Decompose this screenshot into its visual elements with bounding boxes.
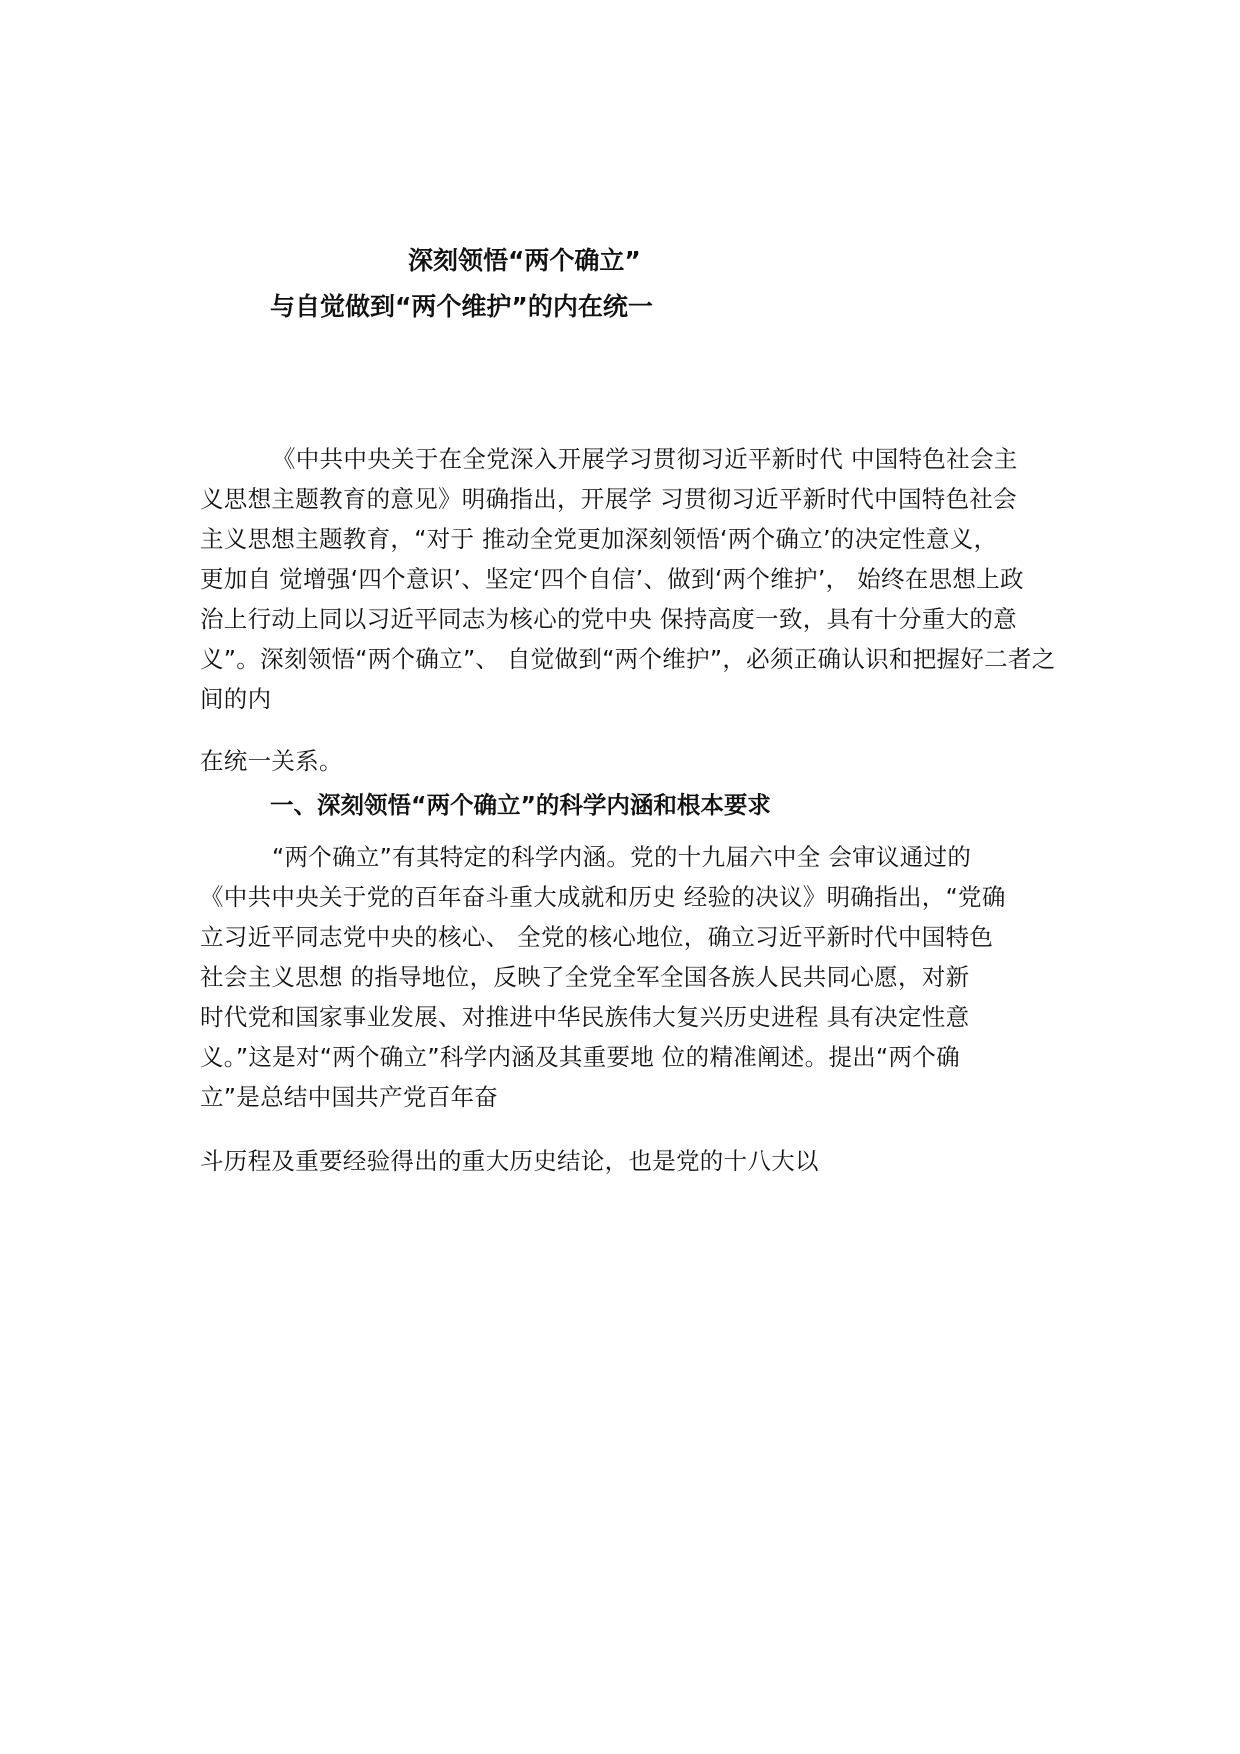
paragraph-4: 斗历程及重要经验得出的重大历史结论，也是党的十八大以 <box>200 1147 819 1175</box>
paragraph-2: 在统一关系。 <box>200 747 343 775</box>
paragraph-1-line-2: 义思想主题教育的意见》明确指出，开展学 习贯彻习近平新时代中国特色社会 <box>200 485 1017 513</box>
paragraph-3-line-4: 社会主义思想 的指导地位，反映了全党全军全国各族人民共同心愿，对新 <box>200 963 970 991</box>
paragraph-3-line-1: “两个确立”有其特定的科学内涵。党的十九届六中全 会审议通过的 <box>272 843 972 871</box>
paragraph-1-line-7: 间的内 <box>200 685 272 713</box>
document-title-line-2: 与自觉做到“两个维护”的内在统一 <box>270 292 653 321</box>
paragraph-3-line-6: 义。”这是对“两个确立”科学内涵及其重要地 位的精准阐述。提出“两个确 <box>200 1043 960 1071</box>
paragraph-1-line-3: 主义思想主题教育，“对于 推动全党更加深刻领悟‘两个确立’的决定性意义， <box>200 525 998 553</box>
paragraph-1-line-5: 治上行动上同以习近平同志为核心的党中央 保持高度一致，具有十分重大的意 <box>200 605 1017 633</box>
paragraph-1-line-4: 更加自 觉增强‘四个意识’、坚定‘四个自信’、做到‘两个维护’， 始终在思想上政 <box>200 565 1024 593</box>
document-title-line-1: 深刻领悟“两个确立” <box>408 246 641 275</box>
paragraph-3-line-3: 立习近平同志党中央的核心、 全党的核心地位，确立习近平新时代中国特色 <box>200 923 994 951</box>
paragraph-3-line-2: 《中共中央关于党的百年奋斗重大成就和历史 经验的决议》明确指出，“党确 <box>200 883 1006 911</box>
paragraph-3-line-7: 立”是总结中国共产党百年奋 <box>200 1083 499 1111</box>
paragraph-3-line-5: 时代党和国家事业发展、对推进中华民族伟大复兴历史进程 具有决定性意 <box>200 1003 970 1031</box>
paragraph-1-line-1: 《中共中央关于在全党深入开展学习贯彻习近平新时代 中国特色社会主 <box>272 445 1018 473</box>
section-heading-1: 一、深刻领悟“两个确立”的科学内涵和根本要求 <box>270 791 771 819</box>
paragraph-1-line-6: 义”。深刻领悟“两个确立”、 自觉做到“两个维护”，必须正确认识和把握好二者之 <box>200 645 1056 673</box>
